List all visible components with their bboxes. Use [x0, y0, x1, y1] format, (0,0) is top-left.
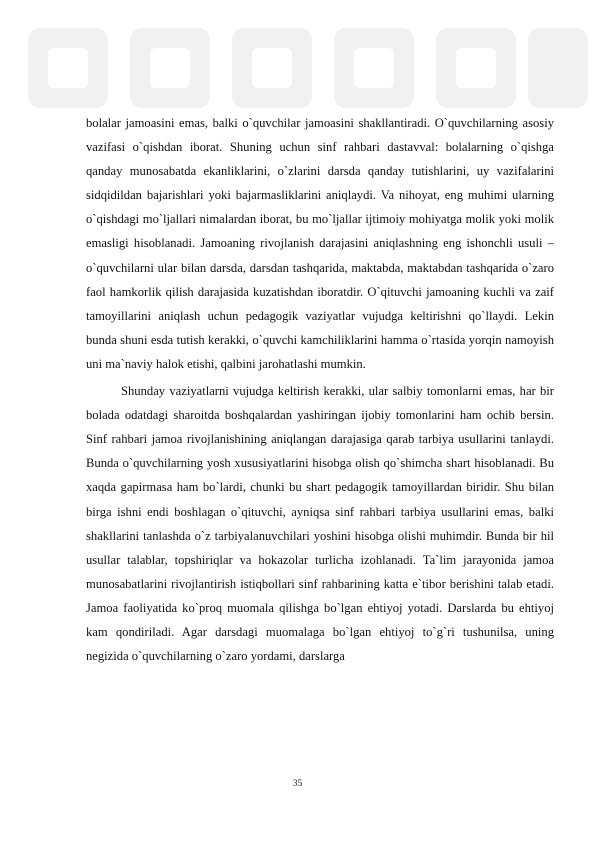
page-number: 35 [292, 779, 303, 789]
paragraph-2: Shunday vaziyatlarni vujudga keltirish kerakki, ular salbiy tomonlarni emas, har bir bolada odatdagi sharoitda boshqalardan yashiringan ijobiy tomonlarini ham ochib bersin. Sinf rahbari jamoa rivojlanishining aniqlangan darajasiga qarab tarbiya usullarini tanlaydi. Bunda o`quvchilarning yosh xususiyatlarini hisobga olish qo`shimcha shart hisoblanadi. Bu xaqda gapirmasa ham bo`lardi, chunki bu shart pedagogik tamoyillardan biridir. Shu bilan birga ishni endi boshlagan o`qituvchi, ayniqsa sinf rahbari tarbiya usullarini emas, balki shakllarini tanlashda o`z tarbiyalanuvchilari yoshini hisobga olishi muhimdir. Bunda bir hil usullar talablar, topshiriqlar va hokazolar turlicha izohlanadi. Ta`lim jarayonida jamoa munosabatlarini rivojlantirish istiqbollari sinf rahbarining katta e`tibor berishini talab etadi. Jamoa faoliyatida ko`proq muomala qilishga bo`lgan ehtiyoj yotadi. Darslarda bu ehtiyoj kam qondiriladi. Agar darsdagi muomalaga bo`lgan ehtiyoj to`g`ri tushunilsa, uning negizida o`quvchilarning o`zaro yordami, darslarga [86, 384, 554, 664]
paragraph-1: bolalar jamoasini emas, balki o`quvchilar jamoasini shakllantiradi. O`quvchilarning asosiy vazifasi o`qishdan iborat. Shuning uchun sinf rahbari dastavval: bolalarning o`qishga qanday munosabatda ekanliklarini, o`zlarini darsda qanday tutishlarini, uy vazifalarini sidqidildan bajarishlari yoki bajarmasliklarini aniqlaydi. Va nihoyat, eng muhimi ularning o`qishdagi mo`ljallari nimalardan iborat, bu mo`ljallar ijtimoiy mohiyatga molik yoki molik emasligi hisoblanadi. Jamoaning rivojlanish darajasini aniqlashning eng ishonchli usuli – o`quvchilarni ular bilan darsda, darsdan tashqarida, maktabda, maktabdan tashqarida o`zaro faol hamkorlik qilish darajasida kuzatishdan iboratdir. O`qituvchi jamoaning kuchli va zaif tamoyillarini aniqlash uchun pedagogik vaziyatlar vujudga keltirishni qo`llaydi. Lekin bunda shuni esda tutish kerakki, o`quvchi kamchiliklarini hamma o`rtasida yorqin namoyish uni ma`naviy halok etishi, qalbini jarohatlashi mumkin. [86, 116, 554, 371]
body-text [86, 111, 554, 668]
